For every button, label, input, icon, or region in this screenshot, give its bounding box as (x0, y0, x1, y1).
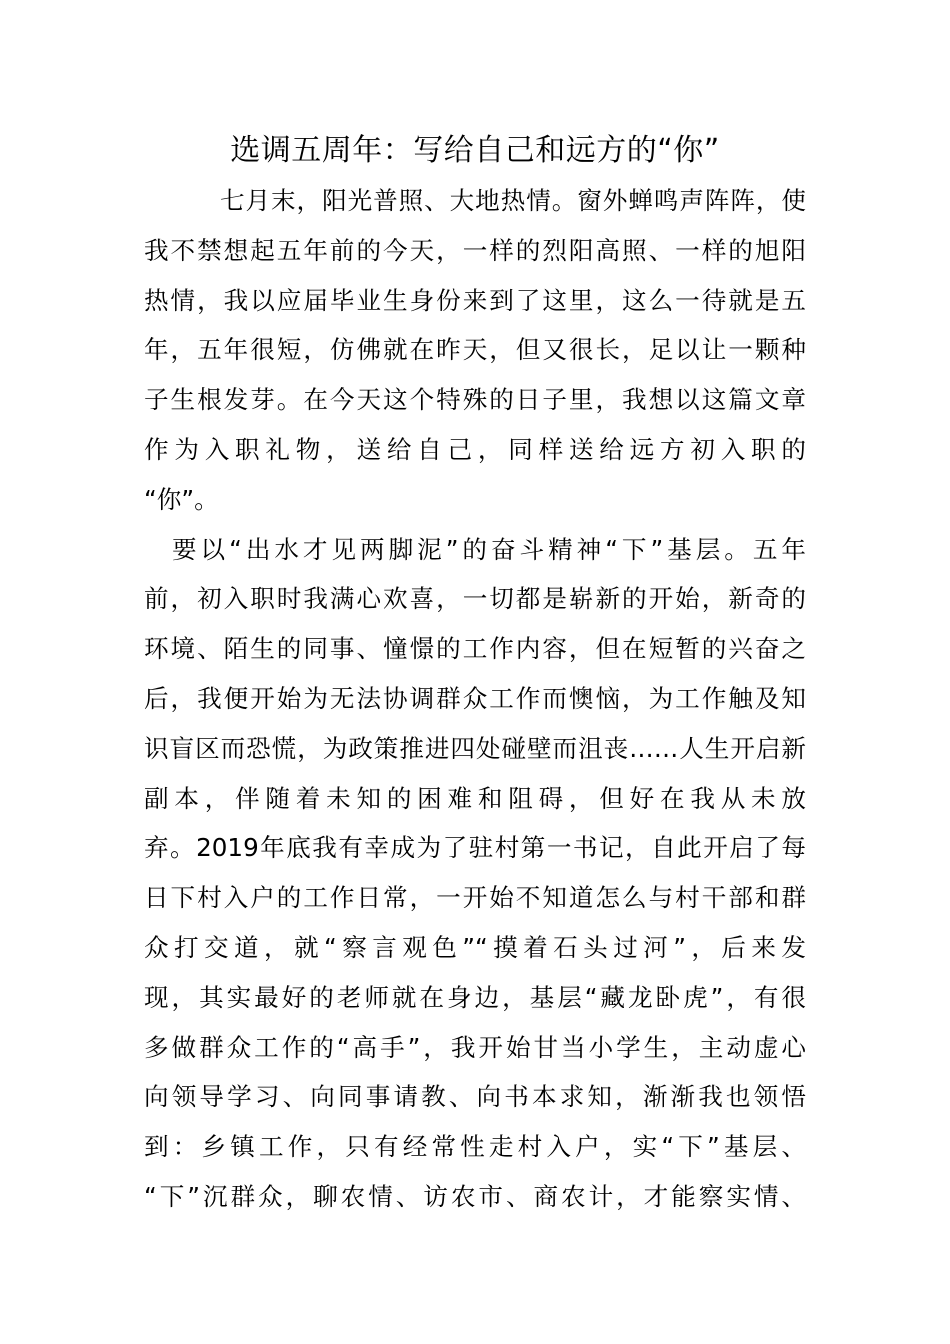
document-title: 选调五周年：写给自己和远方的“你” (230, 133, 720, 168)
paragraph-1-line-1: 七月末，阳光普照、大地热情。窗外蝉鸣声阵阵，使 (220, 186, 806, 215)
paragraph-2-line-6: 副本，伴随着未知的困难和阻碍，但好在我从未放 (144, 783, 806, 813)
paragraph-2-line-12: 向领导学习、向同事请教、向书本求知，渐渐我也领悟 (144, 1082, 806, 1112)
paragraph-2-line-10: 现，其实最好的老师就在身边，基层“藏龙卧虎”，有很 (144, 982, 806, 1012)
article-body (144, 176, 806, 1222)
paragraph-1-line-2: 我不禁想起五年前的今天，一样的烈阳高照、一样的旭阳 (144, 235, 806, 265)
paragraph-2-line-3: 环境、陌生的同事、憧憬的工作内容，但在短暂的兴奋之 (144, 634, 806, 664)
paragraph-2-line-8: 日下村入户的工作日常，一开始不知道怎么与村干部和群 (144, 883, 806, 913)
paragraph-2-line-5: 识盲区而恐慌，为政策推进四处碰壁而沮丧……人生开启新 (144, 733, 806, 763)
paragraph-2-line-13: 到：乡镇工作，只有经常性走村入户，实“下”基层、 (144, 1132, 806, 1162)
paragraph-1-line-6: 作为入职礼物，送给自己，同样送给远方初入职的 (144, 434, 806, 464)
paragraph-2-line-11: 多做群众工作的“高手”，我开始甘当小学生，主动虚心 (144, 1032, 806, 1062)
paragraph-1-line-7: “你”。 (144, 484, 219, 514)
paragraph-2-line-4: 后，我便开始为无法协调群众工作而懊恼，为工作触及知 (144, 683, 806, 713)
paragraph-2-line-7: 弃。2019年底我有幸成为了驻村第一书记，自此开启了每 (144, 833, 806, 863)
paragraph-2-line-14: “下”沉群众，聊农情、访农市、商农计，才能察实情、 (144, 1181, 806, 1211)
paragraph-1-line-5: 子生根发芽。在今天这个特殊的日子里，我想以这篇文章 (144, 385, 806, 415)
paragraph-1-line-4: 年，五年很短，仿佛就在昨天，但又很长，足以让一颗种 (144, 335, 806, 365)
paragraph-2-line-1: 要以“出水才见两脚泥”的奋斗精神“下”基层。五年 (172, 534, 806, 564)
paragraph-1-line-3: 热情，我以应届毕业生身份来到了这里，这么一待就是五 (144, 285, 806, 315)
paragraph-2-line-9: 众打交道，就“察言观色”“摸着石头过河”，后来发 (144, 932, 806, 962)
paragraph-2-line-2: 前，初入职时我满心欢喜，一切都是崭新的开始，新奇的 (144, 584, 806, 614)
